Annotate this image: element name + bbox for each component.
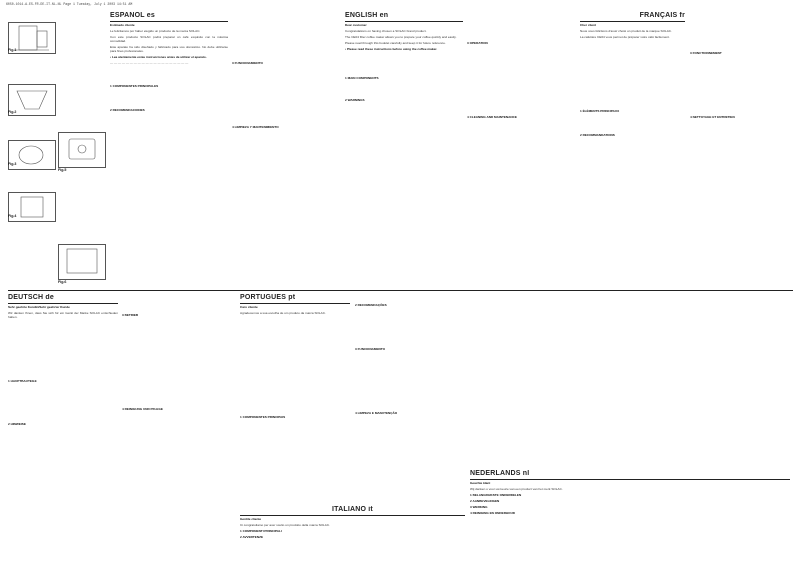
section-de (8, 294, 118, 569)
figure-2-label: Fig.2 (8, 110, 17, 114)
paragraph: • Lea atentamente estas instrucciones antes de utilizar el aparato. (110, 54, 207, 59)
paragraph: Este aparato ha sido diseñado y fabricado para uso doméstico. No debe utilizarse para fines profesionales. (110, 44, 228, 53)
section-heading: Caro cliente (240, 305, 258, 309)
section-heading: Sehr geehrte Kundin/Sehr geehrter Kunde (8, 305, 70, 309)
paragraph: Le felicitamos por haber elegido un producto de la marca SOLAC. (110, 28, 201, 33)
paragraph: 2 WARNINGS (345, 97, 365, 102)
section-heading: Dear customer (345, 23, 367, 27)
figure-4-label: Fig.4 (8, 214, 17, 218)
section-title: ITALIANO it (332, 506, 373, 513)
section-title: ESPAÑOL es (110, 12, 155, 19)
file-header: 6050-1014-A-ES-FR-DE-IT-NL-NL Page 1 Tuesday, July 1 2003 14:51 AM (6, 2, 133, 6)
paragraph: 1 ÉLÉMENTS PRINCIPAUX (580, 108, 620, 113)
paragraph: 3 OPERATION (467, 41, 488, 45)
paragraph: 3 WERKING (470, 504, 488, 509)
section-es (110, 12, 228, 257)
paragraph: — — — — — — — — — — — — — — — — — — — — (110, 60, 189, 65)
paragraph: 1 COMPONENTES PRINCIPAIS (240, 414, 286, 419)
section-pt-cont (355, 294, 465, 494)
section-en-cont (467, 12, 577, 257)
figure-3-label: Fig.3 (8, 162, 17, 166)
paragraph: 1 BELANGRIJKSTE ONDERDELEN (470, 492, 522, 497)
paragraph: 4 REINIGUNG UND PFLEGE (122, 406, 163, 411)
paragraph: 2 AANBEVELINGEN (470, 498, 500, 503)
section-fr-cont (690, 12, 795, 257)
paragraph: Wij danken u voor uw keuze van een product van het merk SOLAC. (470, 486, 563, 491)
paragraph: 4 CLEANING AND MAINTENANCE (467, 114, 517, 119)
section-nl (470, 470, 790, 570)
section-en (345, 12, 463, 257)
switch-illustration (59, 133, 105, 167)
figure-6 (58, 244, 106, 280)
section-title: ENGLISH en (345, 12, 389, 19)
section-title: DEUTSCH de (8, 294, 54, 301)
paragraph: • Please read these instructions before using the coffee maker. (345, 46, 438, 51)
paragraph: Con este producto SOLAC podrá preparar un café exquisito con la máxima comodidad. (110, 34, 228, 43)
paragraph: 1 HAUPTBAUTEILE (8, 378, 37, 383)
paragraph: 2 RECOMMANDATIONS (580, 132, 615, 137)
paragraph: 2 AVVERTENZE (240, 534, 264, 539)
figure-6-label: Fig.6 (58, 280, 67, 284)
divider (8, 290, 793, 291)
paragraph: 1 MAIN COMPONENTS (345, 75, 379, 80)
figure-5 (58, 132, 106, 168)
cleaning-illustration (59, 245, 105, 279)
section-heading: Cher client (580, 23, 596, 27)
section-heading: Geachte klant (470, 481, 491, 485)
figure-5-label: Fig.5 (58, 168, 67, 172)
paragraph: La cafetière CE04 vous permet de préparer votre café facilement. (580, 34, 670, 39)
section-it (240, 506, 465, 571)
paragraph: 4 LIMPIEZA Y MANTENIMIENTO (232, 124, 279, 129)
section-heading: Gentile cliente (240, 517, 262, 521)
paragraph: The CE04 filter coffee maker allows you to prepare your coffee quickly and easily. (345, 34, 457, 39)
paragraph: 4 REINIGING EN ONDERHOUD (470, 510, 516, 515)
paragraph: 4 LIMPEZA E MANUTENÇÃO (355, 410, 398, 415)
paragraph: 3 BETRIEB (122, 313, 139, 317)
paragraph: 2 HINWEISE (8, 422, 26, 427)
section-title: FRANÇAIS fr (639, 12, 685, 19)
paragraph: Agradecemos a sua escolha de um produto da marca SOLAC. (240, 310, 326, 315)
figure-1-label: Fig.1 (8, 48, 17, 52)
section-title: NEDERLANDS nl (470, 470, 530, 477)
paragraph: 2 RECOMENDAÇÕES (355, 303, 387, 307)
paragraph: 2 RECOMENDACIONES (110, 108, 145, 113)
section-es-cont (232, 12, 342, 257)
paragraph: Please read through this booklet carefully and keep it for future reference. (345, 40, 446, 45)
section-de-cont (122, 294, 232, 569)
section-heading: Estimado cliente (110, 23, 135, 27)
paragraph: 1 COMPONENTES PRINCIPALES (110, 84, 159, 89)
paragraph: 1 COMPONENTI PRINCIPALI (240, 528, 282, 533)
figures-column (8, 12, 58, 257)
paragraph: 3 FUNCIONAMENTO (355, 346, 386, 351)
paragraph: Ci congratuliamo per aver scelto un prodotto della marca SOLAC. (240, 522, 330, 527)
section-fr (580, 12, 685, 257)
paragraph: 3 FUNCIONAMIENTO (232, 61, 263, 65)
paragraph: 3 FONCTIONNEMENT (690, 51, 722, 55)
paragraph: Congratulations on having chosen a SOLAC brand product. (345, 28, 427, 33)
paragraph: Nous vous félicitons d'avoir choisi un produit de la marque SOLAC. (580, 28, 672, 33)
section-title: PORTUGUÊS pt (240, 294, 296, 301)
paragraph: Wir danken Ihnen, dass Sie sich für ein Gerät der Marke SOLAC entschieden haben. (8, 310, 118, 319)
paragraph: 4 NETTOYAGE ET ENTRETIEN (690, 114, 735, 119)
